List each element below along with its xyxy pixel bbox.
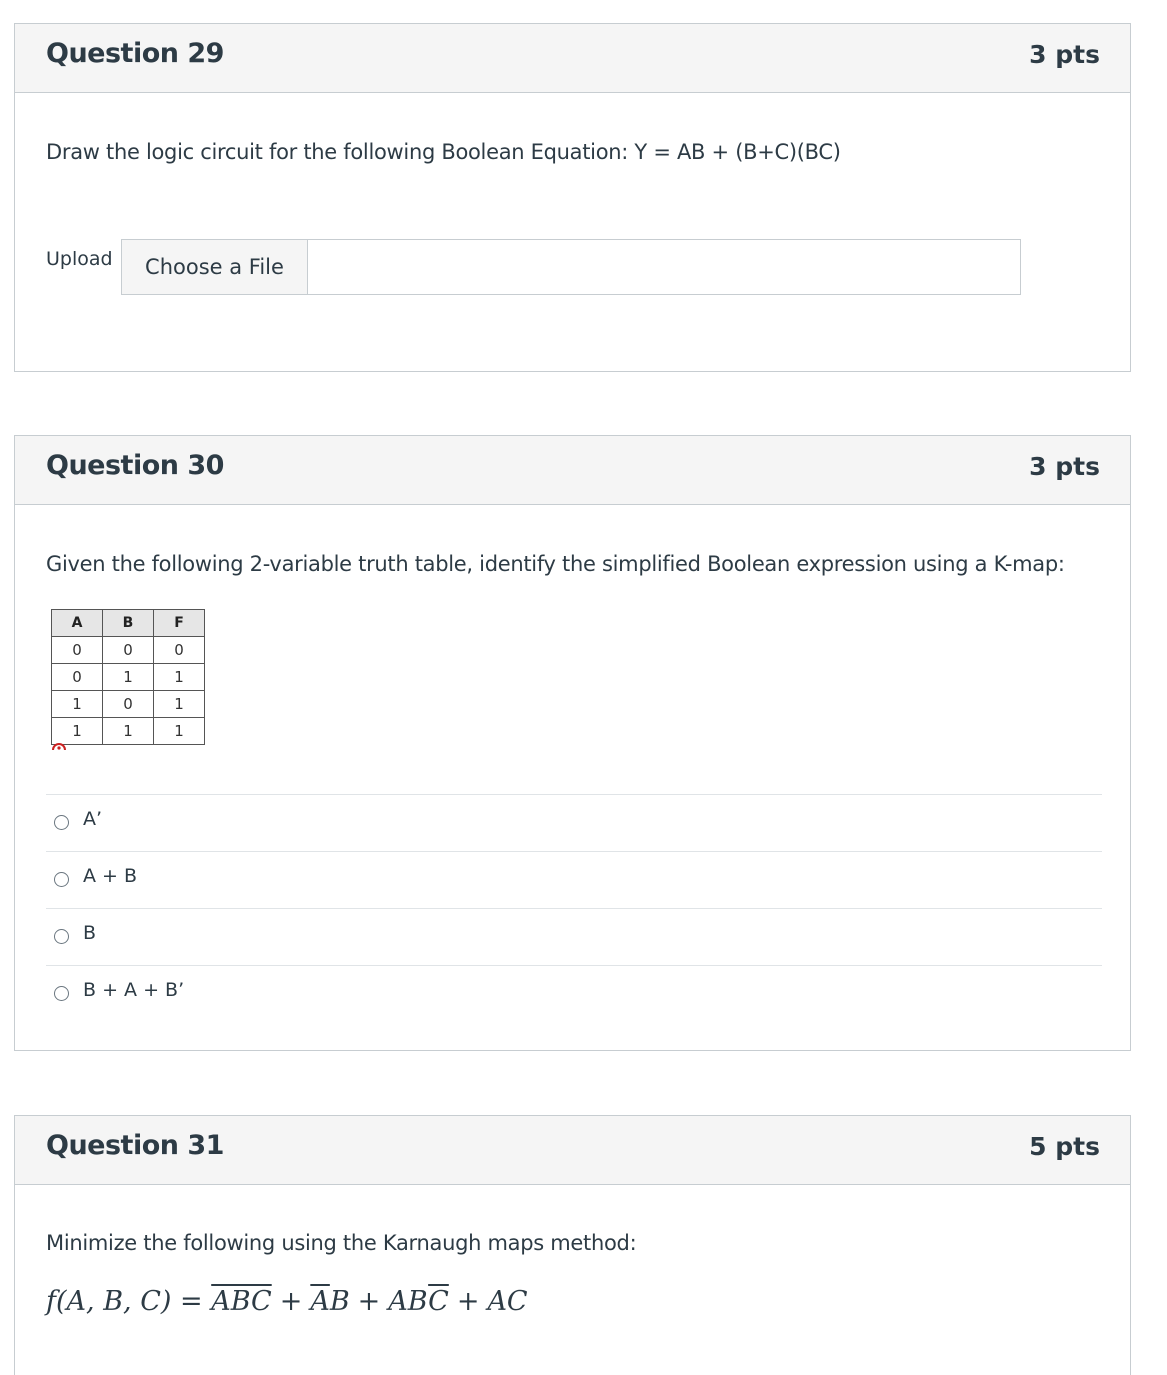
table-row (52, 691, 205, 718)
formula-term: $\overline{ABC}$ (211, 1286, 272, 1317)
question-29 (14, 23, 1131, 372)
table-cell: 1 (154, 664, 205, 691)
formula-plus: + (456, 1286, 480, 1317)
radio-icon[interactable] (54, 872, 69, 887)
accessibility-check-icon[interactable] (51, 739, 67, 751)
question-31 (14, 1115, 1131, 1375)
formula-term: $\overline{A}$ (310, 1286, 330, 1317)
table-cell: 0 (52, 637, 103, 664)
truth-table (51, 609, 205, 745)
table-cell: 1 (52, 718, 103, 745)
question-points: 3 pts (1029, 452, 1100, 481)
radio-icon[interactable] (54, 815, 69, 830)
option-label: A + B (83, 865, 138, 887)
formula-plus: + (279, 1286, 303, 1317)
answer-options (46, 794, 1102, 1022)
table-cell: 1 (103, 664, 154, 691)
answer-option[interactable] (46, 965, 1102, 1022)
answer-option[interactable] (46, 908, 1102, 965)
option-label: B (83, 922, 97, 944)
question-title: Question 29 (46, 38, 224, 69)
table-cell: 1 (154, 718, 205, 745)
table-header-row (52, 610, 205, 637)
formula-term: AB (388, 1286, 429, 1317)
boolean-formula (46, 1286, 528, 1317)
table-cell: 1 (154, 691, 205, 718)
table-cell: 0 (154, 637, 205, 664)
question-text: Draw the logic circuit for the following Boolean Equation: Y = AB + (B+C)(BC) (46, 140, 841, 164)
radio-icon[interactable] (54, 986, 69, 1001)
table-cell: 0 (103, 691, 154, 718)
question-text: Minimize the following using the Karnaugh maps method: (46, 1231, 637, 1255)
formula-term: AC (487, 1286, 528, 1317)
question-header (15, 436, 1130, 505)
table-cell: 0 (52, 664, 103, 691)
question-text: Given the following 2-variable truth table, identify the simplified Boolean expression using a K-map: (46, 552, 1065, 576)
question-header (15, 24, 1130, 93)
choose-file-button[interactable]: Choose a File (122, 240, 308, 294)
table-cell: 1 (103, 718, 154, 745)
table-header-cell: A (52, 610, 103, 637)
question-header (15, 1116, 1130, 1185)
answer-option[interactable] (46, 794, 1102, 851)
table-cell: 1 (52, 691, 103, 718)
formula-term: B (329, 1286, 350, 1317)
question-points: 3 pts (1029, 40, 1100, 69)
table-header-cell: B (103, 610, 154, 637)
table-row (52, 718, 205, 745)
question-30 (14, 435, 1131, 1051)
radio-icon[interactable] (54, 929, 69, 944)
upload-label: Upload (46, 248, 113, 270)
table-row (52, 664, 205, 691)
formula-plus: + (357, 1286, 381, 1317)
table-cell: 0 (103, 637, 154, 664)
formula-lhs: f(A, B, C) = (46, 1286, 203, 1317)
answer-option[interactable] (46, 851, 1102, 908)
file-upload-field[interactable] (121, 239, 1021, 295)
table-row (52, 637, 205, 664)
option-label: A’ (83, 808, 103, 830)
question-points: 5 pts (1029, 1132, 1100, 1161)
option-label: B + A + B’ (83, 979, 185, 1001)
table-header-cell: F (154, 610, 205, 637)
formula-term: $\overline{C}$ (428, 1286, 449, 1317)
question-title: Question 31 (46, 1130, 224, 1161)
question-title: Question 30 (46, 450, 224, 481)
